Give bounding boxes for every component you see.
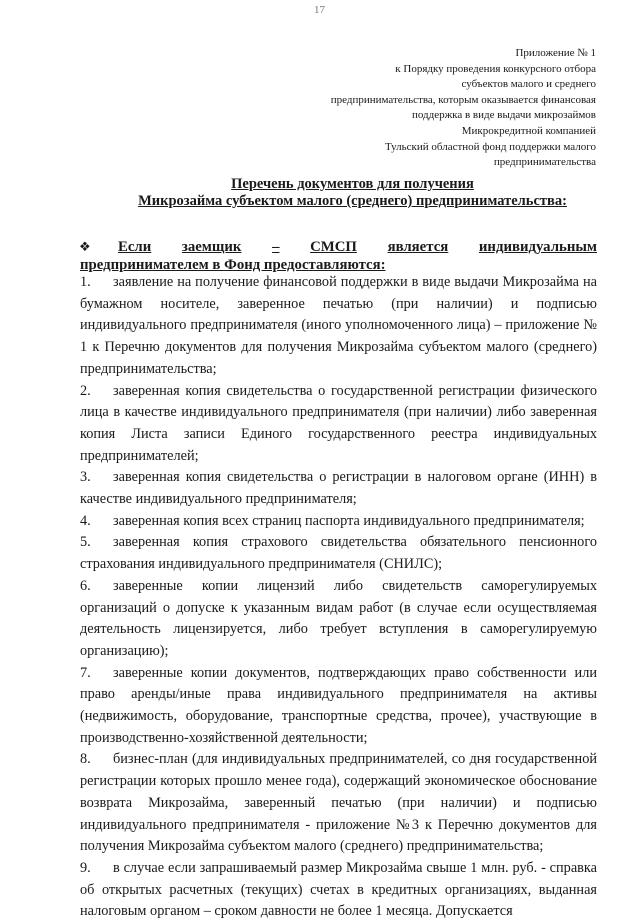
- list-item: [80, 749, 597, 858]
- section-heading-line: предпринимателем в Фонд предоставляются:: [80, 257, 386, 273]
- appendix-line: предпринимательства, которым оказывается финансовая: [330, 93, 596, 106]
- appendix-line: Микрокредитной компанией: [461, 124, 596, 137]
- list-item: [80, 576, 597, 663]
- document-title: [60, 176, 639, 210]
- section-word: является: [387, 239, 449, 255]
- list-item: [80, 272, 597, 381]
- appendix-line: Приложение № 1: [515, 47, 596, 59]
- section-heading-line: [80, 238, 597, 256]
- item-number: 9.: [80, 859, 91, 876]
- list-item: [80, 663, 597, 750]
- item-text: заверенные копии лицензий либо свидетельств саморегулируемых организаций о допуске к указанным видам работ (в случае если осуществляемая деятельность лицензируется, либо требует вступления в саморегулируемую организацию);: [80, 577, 597, 659]
- list-item: [80, 511, 597, 533]
- item-text: заверенные копии документов, подтверждающих право собственности или право аренды/иные права индивидуального предпринимателя на активы (недвижимость, оборудование, транспортные средства, прочее), участвующие в производственно-хозяйственной деятельности;: [80, 664, 597, 746]
- item-text: заявление на получение финансовой поддержки в виде выдачи Микрозайма на бумажном носителе, заверенное печатью (при наличии) и подписью индивидуального предпринимателя (иного уполномоченного лица) – приложение № 1 к Перечню документов для получения Микрозайма субъектом малого (среднего) предпринимательства;: [80, 274, 597, 377]
- diamond-bullet-icon: ❖: [79, 239, 91, 254]
- appendix-line: предпринимательства: [493, 156, 596, 169]
- appendix-line: субъектов малого и среднего: [461, 78, 596, 91]
- item-text: заверенная копия страхового свидетельства обязательного пенсионного страхования индивидуального предпринимателя (СНИЛС);: [80, 534, 597, 573]
- appendix-line: к Порядку проведения конкурсного отбора: [395, 62, 596, 75]
- appendix-header: [266, 46, 596, 171]
- list-item: [80, 467, 597, 510]
- item-text: в случае если запрашиваемый размер Микрозайма свыше 1 млн. руб. - справка об открытых расчетных (текущих) счетах в кредитных организациях, выданная налоговым органом – сроком давности не более 1 месяца. Допускается: [80, 859, 597, 920]
- document-list: [80, 272, 597, 923]
- appendix-line: поддержка в виде выдачи микрозаймов: [411, 109, 596, 122]
- section-word: индивидуальным: [478, 239, 597, 255]
- item-number: 7.: [80, 664, 91, 681]
- section-word: СМСП: [310, 239, 357, 255]
- item-number: 4.: [80, 512, 91, 529]
- item-text: бизнес-план (для индивидуальных предпринимателей, со дня государственной регистрации которых прошло менее года), содержащий экономическое обоснование возврата Микрозайма, заверенный печатью (при наличии) и подписью индивидуального предпринимателя - приложение №3 к Перечню документов для получения Микрозайма субъектом малого (среднего) предпринимательства;: [80, 751, 597, 855]
- list-item: [80, 858, 597, 923]
- item-number: 2.: [80, 382, 91, 399]
- item-number: 6.: [80, 577, 91, 594]
- item-number: 1.: [80, 274, 91, 290]
- list-item: [80, 381, 597, 468]
- item-number: 8.: [80, 751, 91, 768]
- item-text: заверенная копия свидетельства о регистрации в налоговом органе (ИНН) в качестве индивидуального предпринимателя;: [80, 469, 597, 508]
- item-text: заверенная копия всех страниц паспорта индивидуального предпринимателя;: [113, 512, 585, 529]
- document-title-line: Перечень документов для получения: [231, 176, 474, 192]
- document-title-line: Микрозайма субъектом малого (среднего) предпринимательства:: [138, 193, 567, 209]
- section-word: заемщик: [181, 239, 242, 255]
- item-number: 5.: [80, 534, 91, 551]
- page-number: 17: [314, 4, 325, 16]
- section-heading: [80, 238, 597, 274]
- section-word: Если: [118, 239, 152, 255]
- list-item: [80, 532, 597, 575]
- item-number: 3.: [80, 469, 91, 486]
- appendix-line: Тульский областной фонд поддержки малого: [384, 140, 596, 153]
- section-word: –: [272, 239, 280, 255]
- item-text: заверенная копия свидетельства о государственной регистрации физического лица в качестве индивидуального предпринимателя (при наличии) либо заверенная копия Листа записи Единого государственного реестра индивидуальных предпринимателей;: [80, 382, 597, 464]
